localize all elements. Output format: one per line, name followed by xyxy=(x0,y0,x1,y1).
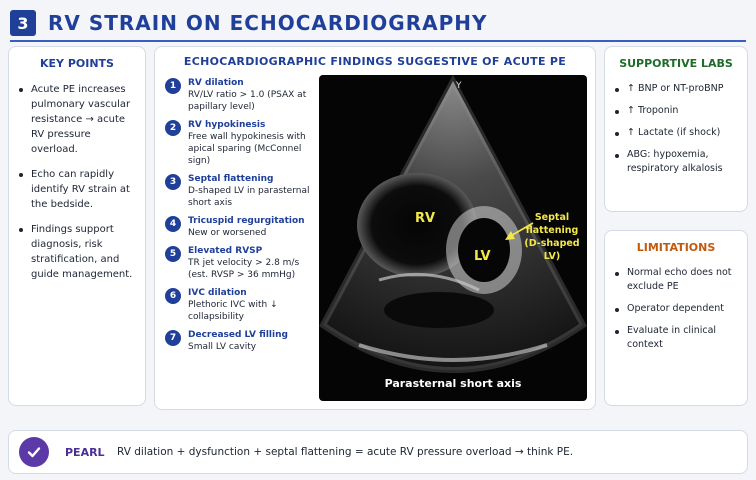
finding-title: Elevated RVSP xyxy=(188,246,263,256)
finding-number: 6 xyxy=(165,288,181,304)
lab-item: ↑ BNP or NT-proBNP xyxy=(615,82,739,96)
finding-desc: TR jet velocity > 2.8 m/s (est. RVSP > 36 mmHg) xyxy=(188,258,300,280)
limitation-item: Evaluate in clinical context xyxy=(615,324,739,352)
finding-item xyxy=(165,245,315,281)
finding-number: 2 xyxy=(165,120,181,136)
finding-desc: D-shaped LV in parasternal short axis xyxy=(188,186,310,208)
finding-title: Tricuspid regurgitation xyxy=(188,216,305,226)
finding-item xyxy=(165,173,315,209)
finding-title: Septal flattening xyxy=(188,174,274,184)
finding-desc: New or worsened xyxy=(188,228,267,238)
finding-title: IVC dilation xyxy=(188,288,247,298)
limitation-item: Normal echo does not exclude PE xyxy=(615,266,739,294)
page-title: RV STRAIN ON ECHOCARDIOGRAPHY xyxy=(48,11,488,35)
finding-title: Decreased LV filling xyxy=(188,330,288,340)
findings-list xyxy=(165,77,315,359)
septal-label-line: flattening xyxy=(525,225,579,236)
section-number: 3 xyxy=(10,10,36,36)
septal-label-line: (D-shaped LV) xyxy=(524,238,580,262)
checkmark-icon xyxy=(19,437,49,467)
pearl-label: PEARL xyxy=(65,446,105,459)
finding-number: 7 xyxy=(165,330,181,346)
supportive-labs-card xyxy=(604,46,748,212)
finding-number: 5 xyxy=(165,246,181,262)
echo-image xyxy=(319,75,587,401)
finding-item xyxy=(165,329,315,353)
finding-item xyxy=(165,119,315,167)
key-points-card xyxy=(8,46,146,406)
lv-label: LV xyxy=(474,249,491,264)
findings-card xyxy=(154,46,596,410)
page-header xyxy=(10,8,487,38)
finding-desc: Free wall hypokinesis with apical sparing (McConnel sign) xyxy=(188,132,306,166)
finding-desc: Plethoric IVC with ↓ collapsibility xyxy=(188,300,278,322)
probe-marker: Y xyxy=(456,81,462,91)
key-point-item: Acute PE increases pulmonary vascular resistance → acute RV pressure overload. xyxy=(19,82,137,157)
limitation-item: Operator dependent xyxy=(615,302,739,316)
lab-item: ↑ Troponin xyxy=(615,104,739,118)
finding-item xyxy=(165,215,315,239)
pearl-card xyxy=(8,430,748,474)
finding-desc: Small LV cavity xyxy=(188,342,257,352)
key-point-item: Echo can rapidly identify RV strain at the bedside. xyxy=(19,167,137,212)
septal-flattening-label xyxy=(519,211,585,263)
limitations-title: LIMITATIONS xyxy=(636,241,716,254)
supportive-labs-title: SUPPORTIVE LABS xyxy=(619,57,733,70)
view-label: Parasternal short axis xyxy=(384,377,522,390)
septal-label-line: Septal xyxy=(534,212,570,223)
lower-cavity xyxy=(384,292,494,328)
finding-number: 4 xyxy=(165,216,181,232)
finding-number: 1 xyxy=(165,78,181,94)
finding-number: 3 xyxy=(165,174,181,190)
key-point-item: Findings support diagnosis, risk stratification, and guide management. xyxy=(19,222,137,282)
lab-item: ↑ Lactate (if shock) xyxy=(615,126,739,140)
pearl-text: RV dilation + dysfunction + septal flattening = acute RV pressure overload → think PE. xyxy=(117,446,574,458)
finding-item xyxy=(165,77,315,113)
header-divider xyxy=(10,40,746,42)
finding-title: RV hypokinesis xyxy=(188,120,266,130)
lab-item: ABG: hypoxemia, respiratory alkalosis xyxy=(615,148,739,176)
rv-label: RV xyxy=(415,211,436,226)
finding-item xyxy=(165,287,315,323)
key-points-title: KEY POINTS xyxy=(40,57,114,70)
limitations-card xyxy=(604,230,748,406)
findings-title: ECHOCARDIOGRAPHIC FINDINGS SUGGESTIVE OF ACUTE PE xyxy=(183,55,567,68)
finding-title: RV dilation xyxy=(188,78,244,88)
finding-desc: RV/LV ratio > 1.0 (PSAX at papillary level) xyxy=(188,90,307,112)
